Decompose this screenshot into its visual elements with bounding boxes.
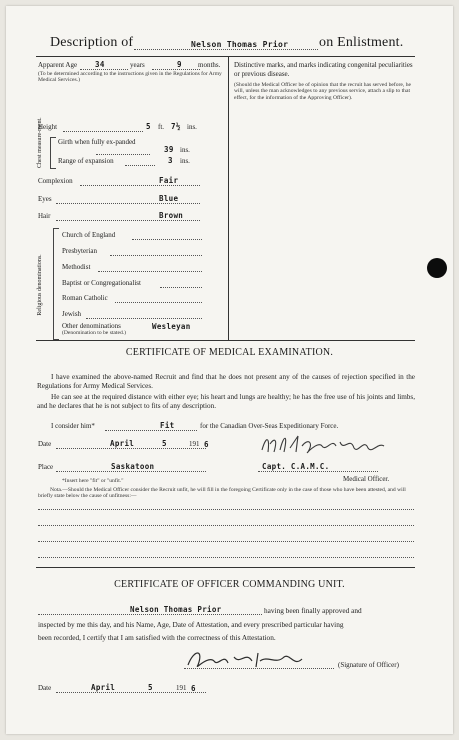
eyes-value: Blue [159, 194, 179, 203]
section-rule-2 [36, 567, 415, 568]
religion-dots-4 [160, 287, 202, 288]
unfit-line-2 [38, 525, 414, 526]
title-right: on Enlistment. [319, 35, 404, 50]
medical-officer-signature [258, 432, 388, 458]
months-dots [152, 69, 200, 70]
commanding-text-3: been recorded, I certify that I am satisfied with the correctness of this Attestation. [38, 633, 276, 642]
place-label: Place [38, 463, 54, 471]
medical-para-1: I have examined the above-named Recruit and find that he does not present any of the causes of rejection specified in the Regulations for Army Medical Services. [37, 373, 415, 391]
officer-dots [258, 471, 378, 472]
ft-label: ft. [158, 123, 165, 131]
religion-other-note: (Denomination to be stated.) [62, 330, 127, 336]
girth-ins-label: ins. [180, 146, 190, 154]
signature-of-officer-label: (Signature of Officer) [338, 661, 399, 669]
recruit-name: Nelson Thomas Prior [191, 40, 289, 49]
range-label: Range of expansion [58, 157, 114, 165]
religion-other-label: Other denominations [62, 322, 121, 330]
medical-date-dots [56, 448, 206, 449]
medical-officer-label: Medical Officer. [343, 475, 390, 483]
apparent-age-label: Apparent Age [38, 61, 78, 69]
religion-item-methodist: Methodist [62, 263, 91, 271]
commanding-date-year: 191 [176, 684, 187, 692]
hair-label: Hair [38, 212, 51, 220]
chest-group-label: Chest measure-ment. [37, 117, 43, 168]
religion-dots-5 [115, 302, 202, 303]
height-label: Height [38, 123, 58, 131]
header-rule [36, 56, 415, 57]
consider-value: Fit [160, 421, 175, 430]
medical-date-month: April [110, 439, 135, 448]
eyes-dots [56, 203, 200, 204]
range-dots [125, 165, 155, 166]
column-divider [228, 57, 229, 340]
religion-other-value: Wesleyan [152, 322, 191, 331]
girth-dots [96, 154, 150, 155]
range-value: 3 [168, 156, 173, 165]
religion-dots-2 [110, 255, 202, 256]
medical-date-year: 191 [189, 440, 200, 448]
religion-item-church-of-england: Church of England [62, 231, 116, 239]
commanding-date-label: Date [38, 684, 52, 692]
age-note: (To be determined according to the instructions given in the Regulations for Army Medical Services.) [38, 71, 222, 84]
commanding-date-year-digit: 6 [191, 684, 196, 693]
months-label: months. [198, 61, 221, 69]
height-ins-label: ins. [187, 123, 197, 131]
commanding-text-2: inspected by me this day, and his Name, Age, Date of Attestation, and every prescribed particular having [38, 620, 344, 629]
medical-certificate-heading: CERTIFICATE OF MEDICAL EXAMINATION. [125, 347, 334, 358]
hair-value: Brown [159, 211, 184, 220]
commanding-date-month: April [91, 683, 116, 692]
religion-dots-6 [86, 318, 202, 319]
title-left: Description of [50, 35, 134, 50]
hair-dots [56, 220, 200, 221]
complexion-value: Fair [159, 176, 179, 185]
consider-suffix: for the Canadian Over-Seas Expeditionary Force. [200, 422, 339, 430]
commanding-name-dots [38, 614, 262, 615]
religion-group-label: Religious denominations. [37, 254, 43, 316]
unfit-line-3 [38, 541, 414, 542]
girth-value: 39 [164, 145, 174, 154]
footnote-insert: *Insert here "fit" or "unfit." [62, 478, 124, 484]
height-feet-value: 5 [146, 122, 151, 131]
religion-item-jewish: Jewish [62, 310, 82, 318]
religion-bracket [53, 228, 59, 340]
medical-para-2: He can see at the required distance with either eye; his heart and lungs are healthy; he has the free use of his joints and limbs, and he declares that he is not subject to fits of any description. [37, 393, 415, 411]
commanding-date-dots [56, 692, 206, 693]
religion-dots-3 [98, 271, 202, 272]
complexion-dots [80, 185, 200, 186]
medical-officer-rank: Capt. C.A.M.C. [262, 462, 330, 471]
name-dotted-line [134, 49, 318, 50]
nota-text: Nota.—Should the Medical Officer consider the Recruit unfit, he will fill in the foregoing Certificate only in the case of those who have been attested, and will briefly state below the cause of unfitness:— [38, 487, 406, 500]
consider-label: I consider him* [51, 422, 95, 430]
unfit-line-4 [38, 557, 414, 558]
medical-date-day: 5 [162, 439, 167, 448]
punch-hole [427, 258, 447, 278]
distinctive-marks-note: (Should the Medical Officer be of opinion that the recruit has served before, he will, unless the man acknowledges to any previous service, attach a slip to that effect, for the information of the Approving Officer). [234, 82, 411, 101]
age-dots [80, 69, 128, 70]
unfit-line-1 [38, 509, 414, 510]
girth-label: Girth when fully ex-panded [58, 138, 136, 146]
place-dots [56, 471, 206, 472]
age-years-value: 34 [95, 60, 105, 69]
distinctive-marks-heading: Distinctive marks, and marks indicating congenital peculiarities or previous disease. [234, 61, 413, 78]
section-rule-1 [36, 340, 415, 341]
height-inches-value: 7½ [171, 122, 181, 131]
place-value: Saskatoon [111, 462, 155, 471]
height-dots [63, 131, 143, 132]
years-label: years [130, 61, 145, 69]
medical-date-year-digit: 6 [204, 440, 209, 449]
religion-item-baptist: Baptist or Congregationalist [62, 279, 141, 287]
eyes-label: Eyes [38, 195, 52, 203]
age-months-value: 9 [177, 60, 182, 69]
commanding-date-day: 5 [148, 683, 153, 692]
complexion-label: Complexion [38, 177, 73, 185]
commanding-certificate-heading: CERTIFICATE OF OFFICER COMMANDING UNIT. [114, 579, 345, 590]
chest-bracket [50, 137, 56, 169]
religion-dots-1 [132, 239, 202, 240]
religion-item-presbyterian: Presbyterian [62, 247, 97, 255]
consider-dots [105, 430, 197, 431]
commanding-recruit-name: Nelson Thomas Prior [130, 605, 222, 614]
medical-date-label: Date [38, 440, 52, 448]
commanding-text-1: having been finally approved and [264, 606, 362, 615]
religion-item-roman-catholic: Roman Catholic [62, 294, 108, 302]
officer-signature-dots [184, 668, 334, 669]
range-ins-label: ins. [180, 157, 190, 165]
